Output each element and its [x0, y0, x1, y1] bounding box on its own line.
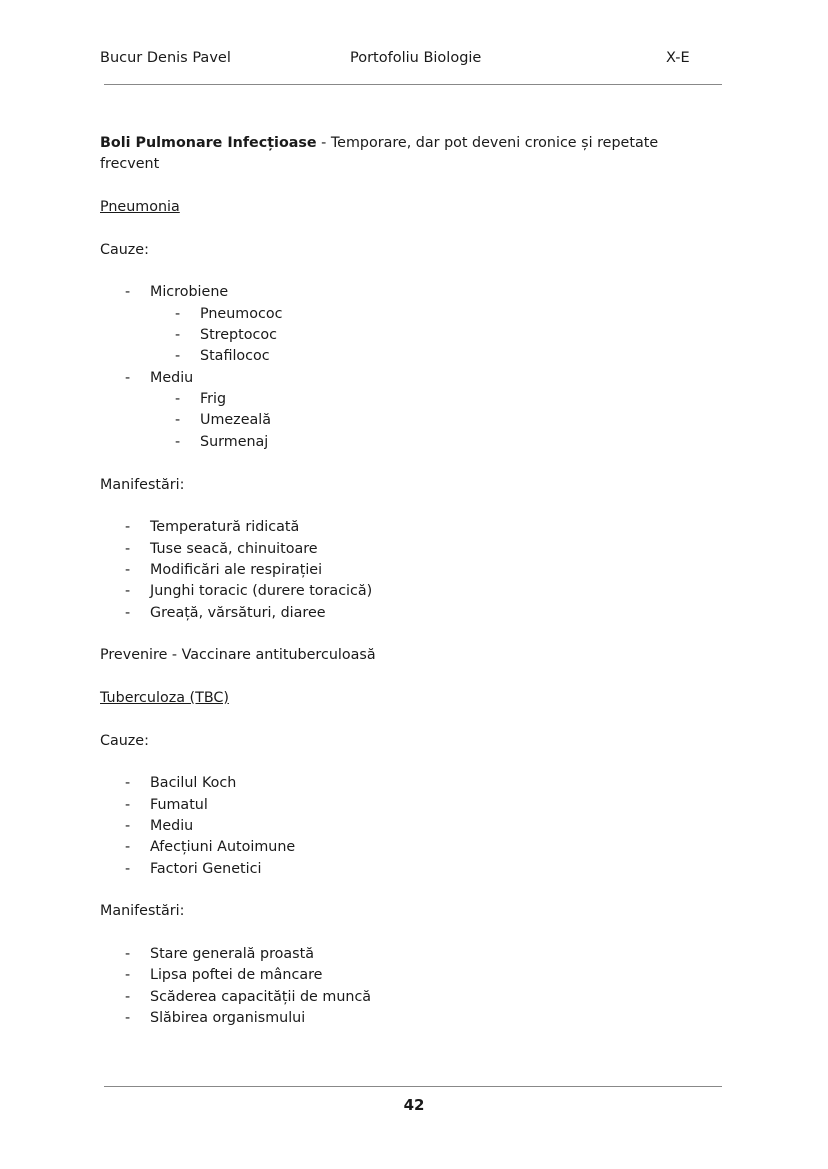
intro-bold: Boli Pulmonare Infecțioase: [100, 135, 317, 151]
list-item: - Mediu: [100, 816, 700, 837]
intro-line2: frecvent: [100, 156, 160, 173]
pneumonia-causes-list: [100, 282, 700, 453]
list-item: - Slăbirea organismului: [100, 1008, 700, 1029]
list-item: - Temperatură ridicată: [100, 517, 700, 538]
list-item: - Streptococ: [100, 325, 700, 346]
list-item: - Afecțiuni Autoimune: [100, 837, 700, 858]
tbc-causes-list: [100, 773, 700, 880]
list-item: - Greață, vărsături, diaree: [100, 603, 700, 624]
list-item: - Surmenaj: [100, 432, 700, 453]
pneumonia-manifest-list: [100, 517, 700, 624]
list-item: - Scăderea capacității de muncă: [100, 987, 700, 1008]
page-number: 42: [403, 1096, 425, 1114]
list-item: - Factori Genetici: [100, 859, 700, 880]
intro-paragraph: [100, 133, 700, 154]
list-item: - Junghi toracic (durere toracică): [100, 581, 700, 602]
list-item: - Stafilococ: [100, 346, 700, 367]
footer-divider: [104, 1086, 722, 1087]
tbc-heading: Tuberculoza (TBC): [100, 689, 229, 706]
list-item: - Lipsa poftei de mâncare: [100, 965, 700, 986]
list-item: - Tuse seacă, chinuitoare: [100, 539, 700, 560]
intro-text: - Temporare, dar pot deveni cronice și repetate: [316, 135, 659, 151]
pneumonia-heading: Pneumonia: [100, 199, 180, 216]
pneumonia-causes-label: Cauze:: [100, 241, 149, 258]
list-item: - Frig: [100, 389, 700, 410]
header-author: Bucur Denis Pavel: [100, 50, 231, 66]
pneumonia-prevention: Prevenire - Vaccinare antituberculoasă: [100, 647, 376, 664]
list-item: - Pneumococ: [100, 304, 700, 325]
list-item: - Mediu: [100, 368, 700, 389]
pneumonia-manifest-label: Manifestări:: [100, 476, 185, 493]
header-class: X-E: [666, 50, 690, 66]
header-divider: [104, 84, 722, 85]
tbc-manifest-label: Manifestări:: [100, 903, 185, 920]
list-item: - Bacilul Koch: [100, 773, 700, 794]
list-item: - Microbiene: [100, 282, 700, 303]
list-item: - Umezeală: [100, 410, 700, 431]
header-title: Portofoliu Biologie: [350, 50, 482, 66]
list-item: - Fumatul: [100, 795, 700, 816]
page-content: [100, 133, 700, 1029]
list-item: - Stare generală proastă: [100, 944, 700, 965]
list-item: - Modificări ale respirației: [100, 560, 700, 581]
tbc-manifest-list: [100, 944, 700, 1029]
tbc-causes-label: Cauze:: [100, 732, 149, 749]
